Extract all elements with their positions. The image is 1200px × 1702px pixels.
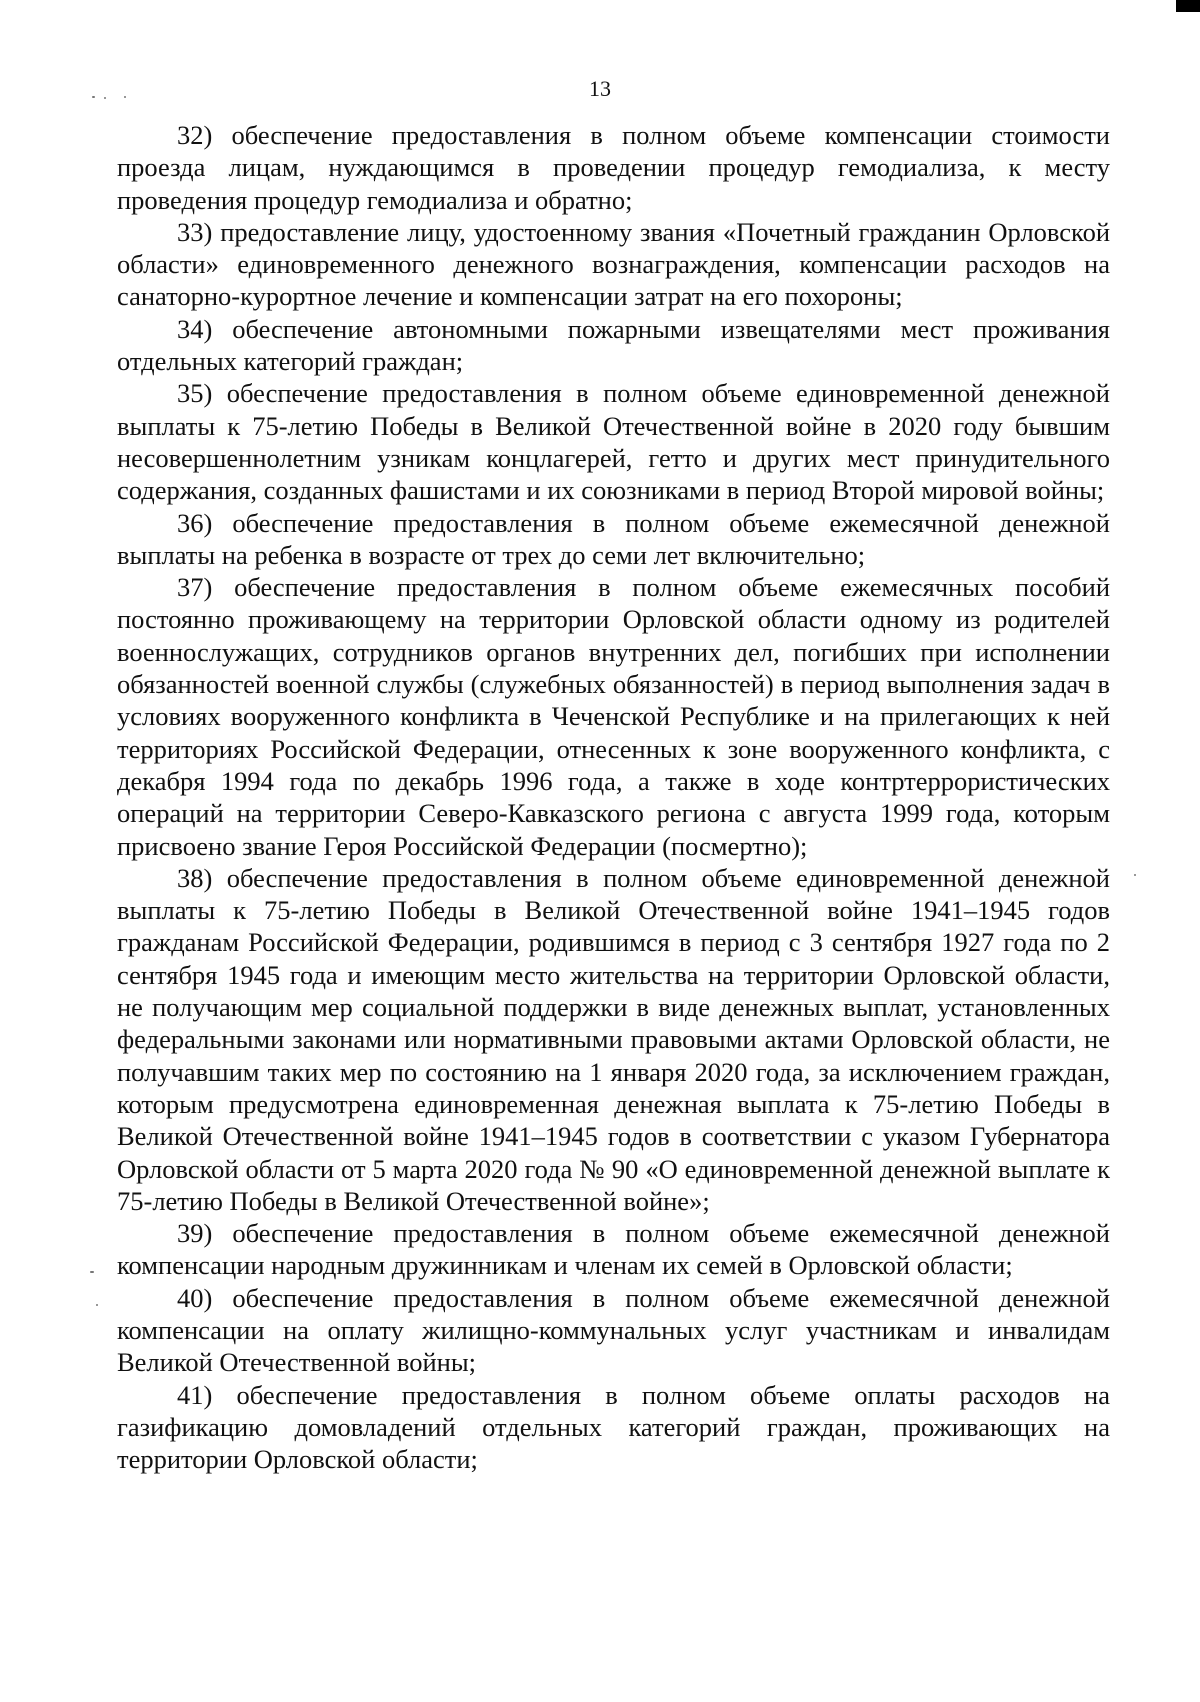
list-item: 35) обеспечение предоставления в полном объеме единовременной денежной выплаты к 75-летию Победы в Великой Отечественной войне в 2020 году бывшим несовершеннолетним узникам концлагерей, гетто и других мест принудительного содержания, созданных фашистами и их союзниками в период Второй мировой войны; <box>117 378 1110 506</box>
list-item: 34) обеспечение автономными пожарными извещателями мест проживания отдельных категорий граждан; <box>117 313 1110 377</box>
scan-speck <box>1134 874 1136 876</box>
scan-speck <box>96 1304 98 1306</box>
document-body <box>117 119 1110 1475</box>
scan-edge-mark <box>1176 0 1200 12</box>
list-item: 33) предоставление лицу, удостоенному звания «Почетный гражданин Орловской области» единовременного денежного вознаграждения, компенсации расходов на санаторно-курортное лечение и компенсации затрат на его похороны; <box>117 216 1110 312</box>
list-item: 32) обеспечение предоставления в полном объеме компенсации стоимости проезда лицам, нуждающимся в проведении процедур гемодиализа, к месту проведения процедур гемодиализа и обратно; <box>117 120 1110 215</box>
list-item: 37) обеспечение предоставления в полном объеме ежемесячных пособий постоянно проживающему на территории Орловской области одному из родителей военнослужащих, сотрудников органов внутренних дел, погибших при исполнении обязанностей военной службы (служебных обязанностей) в период выполнения задач в условиях вооруженного конфликта в Чеченской Республике и на прилегающих к ней территориях Российской Федерации, отнесенных к зоне вооруженного конфликта, с декабря 1994 года по декабрь 1996 года, а также в ходе контртеррористических операций на территории Северо-Кавказского региона с августа 1999 года, которым присвоено звание Героя Российской Федерации (посмертно); <box>117 572 1110 861</box>
list-item: 40) обеспечение предоставления в полном объеме ежемесячной денежной компенсации на оплату жилищно-коммунальных услуг участникам и инвалидам Великой Отечественной войны; <box>117 1282 1110 1378</box>
page-number: 13 <box>589 76 611 101</box>
scan-speck <box>90 1271 94 1273</box>
list-item: 41) обеспечение предоставления в полном объеме оплаты расходов на газификацию домовладений отдельных категорий граждан, проживающих на территории Орловской области; <box>117 1379 1110 1475</box>
list-item: 38) обеспечение предоставления в полном объеме единовременной денежной выплаты к 75-летию Победы в Великой Отечественной войне 1941–1945 годов гражданам Российской Федерации, родившимся в период с 3 сентября 1927 года по 2 сентября 1945 года и имеющим место жительства на территории Орловской области, не получающим мер социальной поддержки в виде денежных выплат, установленных федеральными законами или нормативными правовыми актами Орловской области, не получавшим таких мер по состоянию на 1 января 2020 года, за исключением граждан, которым предусмотрена единовременная денежная выплата к 75-летию Победы в Великой Отечественной войне 1941–1945 годов в соответствии с указом Губернатора Орловской области от 5 марта 2020 года № 90 «О единовременной денежной выплате к 75-летию Победы в Великой Отечественной войне»; <box>117 862 1110 1216</box>
list-item: 36) обеспечение предоставления в полном объеме ежемесячной денежной выплаты на ребенка в возрасте от трех до семи лет включительно; <box>117 507 1110 570</box>
list-item: 39) обеспечение предоставления в полном объеме ежемесячной денежной компенсации народным дружинникам и членам их семей в Орловской области; <box>117 1218 1110 1281</box>
